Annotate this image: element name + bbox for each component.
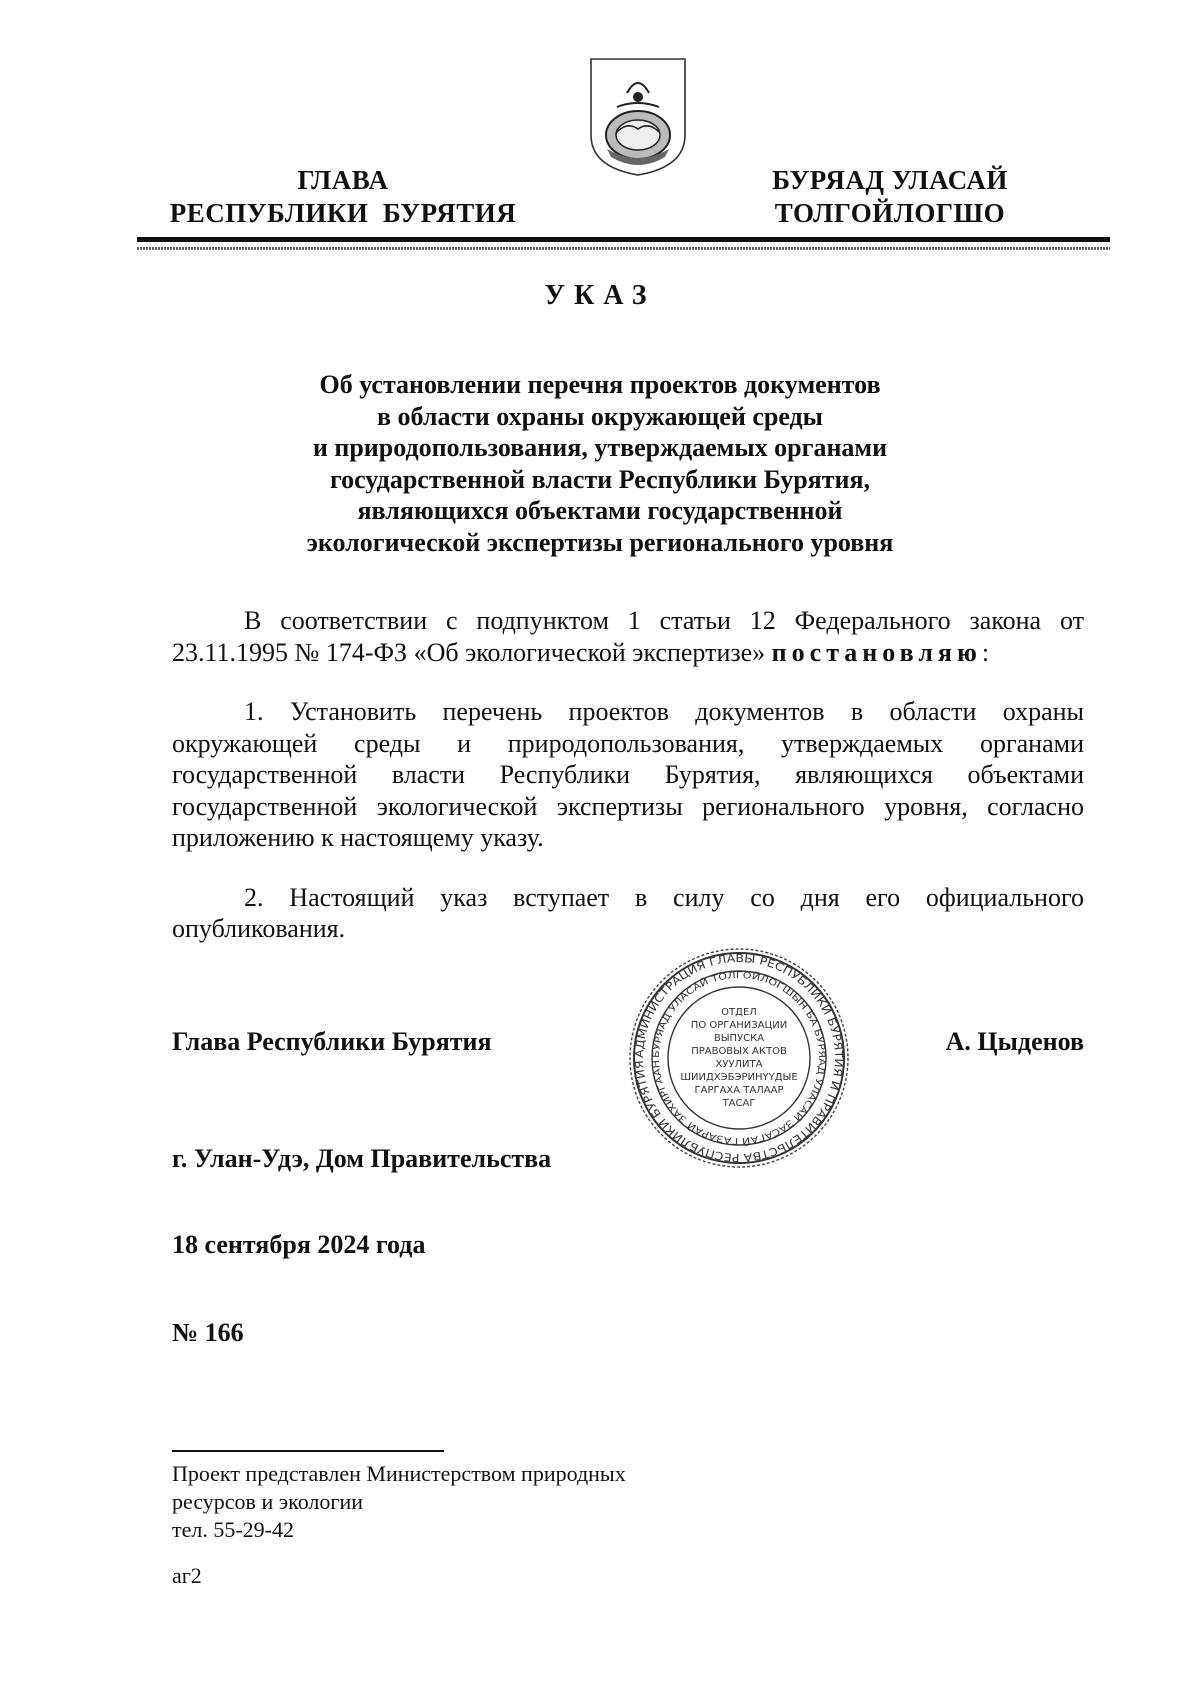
preamble [172, 605, 1084, 668]
footnote-separator [172, 1450, 444, 1452]
stamp-line: ГАРГАХА ТАЛААР [694, 1085, 784, 1096]
stamp-line: ПО ОРГАНИЗАЦИИ [690, 1020, 788, 1031]
document-number: № 166 [172, 1318, 244, 1347]
issuer-bua-line2: ТОЛГОЙЛОГШО [774, 198, 1006, 228]
preamble-suffix: : [981, 637, 990, 667]
item-2: 2. Настоящий указ вступает в силу со дня его официального опубликования. [172, 882, 1084, 943]
signature-position: Глава Республики Бурятия [172, 1027, 492, 1056]
preamble-text: В соответствии с подпунктом 1 статьи 12 Федерального закона от 23.11.1995 № 174-ФЗ «Об экологической экспертизе» [172, 606, 1084, 667]
footnote-line: Проект представлен Министерством природных [172, 1461, 626, 1486]
stamp-ring-outer: АДМИНИСТРАЦИЯ ГЛАВЫ РЕСПУБЛИКИ БУРЯТИЯ И ПРАВИТЕЛЬСТВА РЕСПУБЛИКИ БУРЯТИЯ [632, 951, 846, 1165]
stamp-line: ВЫПУСКА [713, 1033, 765, 1044]
official-stamp-icon [626, 945, 852, 1171]
document-body [172, 605, 1084, 945]
coat-of-arms-icon [587, 55, 689, 179]
stamp-line: ТАСАГ [722, 1098, 756, 1109]
stamp-line: ШИИДХЭБЭРИНҮҮДЫЕ [680, 1072, 798, 1083]
issuer-ru-line2: РЕСПУБЛИКИ БУРЯТИЯ [169, 198, 517, 228]
svg-text:АДМИНИСТРАЦИЯ ГЛАВЫ РЕСПУБЛИКИ [633, 952, 845, 1164]
subject-line: Об установлении перечня проектов документов [319, 370, 881, 399]
subject-line: являющихся объектами государственной [357, 496, 843, 525]
stamp-line: ХУУЛИТА [715, 1059, 763, 1070]
footnote [172, 1460, 626, 1590]
footnote-code: аг2 [172, 1563, 202, 1588]
issuer-bua [746, 164, 1034, 230]
header-rule [137, 237, 1110, 242]
subject-line: экологической экспертизы регионального уровня [306, 527, 894, 557]
signature-name: А. Цыденов [945, 1027, 1084, 1056]
stamp-line: ОТДЕЛ [721, 1007, 757, 1018]
signing-place: г. Улан-Удэ, Дом Правительства [172, 1144, 552, 1173]
footnote-phone: тел. 55-29-42 [172, 1517, 295, 1542]
stamp-line: ПРАВОВЫХ АКТОВ [691, 1046, 787, 1057]
subject-line: в области охраны окружающей среды [377, 401, 823, 431]
decree-word: постановляю [771, 637, 982, 667]
document-subject [160, 369, 1040, 558]
footnote-line: ресурсов и экологии [172, 1489, 363, 1514]
issuer-ru-line1: ГЛАВА [297, 165, 389, 195]
header-rule-dotted [137, 247, 1110, 250]
issuer-bua-line1: БУРЯАД УЛАСАЙ [772, 165, 1008, 195]
item-1: 1. Установить перечень проектов документов в области охраны окружающей среды и природопользования, утверждаемых органами государственной власти Республики Бурятия, являющихся объектами государственной экологической экспертизы регионального уровня, согласно приложению к настоящему указу. [172, 697, 1084, 852]
subject-line: государственной власти Республики Бурятия, [329, 464, 871, 494]
issuer-ru [160, 164, 526, 230]
subject-line: и природопользования, утверждаемых органами [312, 433, 888, 462]
document-type: УКАЗ [544, 280, 656, 311]
signing-date: 18 сентября 2024 года [172, 1230, 426, 1259]
stamp-ring-inner: БУРЯАД УЛАСАЙ ТОЛГОЙЛОГШЫН БА БУРЯАД УЛАСАЙ ЗАСАГАЙ ГАЗАРАЙ ЗАХИРГААН [651, 970, 827, 1146]
